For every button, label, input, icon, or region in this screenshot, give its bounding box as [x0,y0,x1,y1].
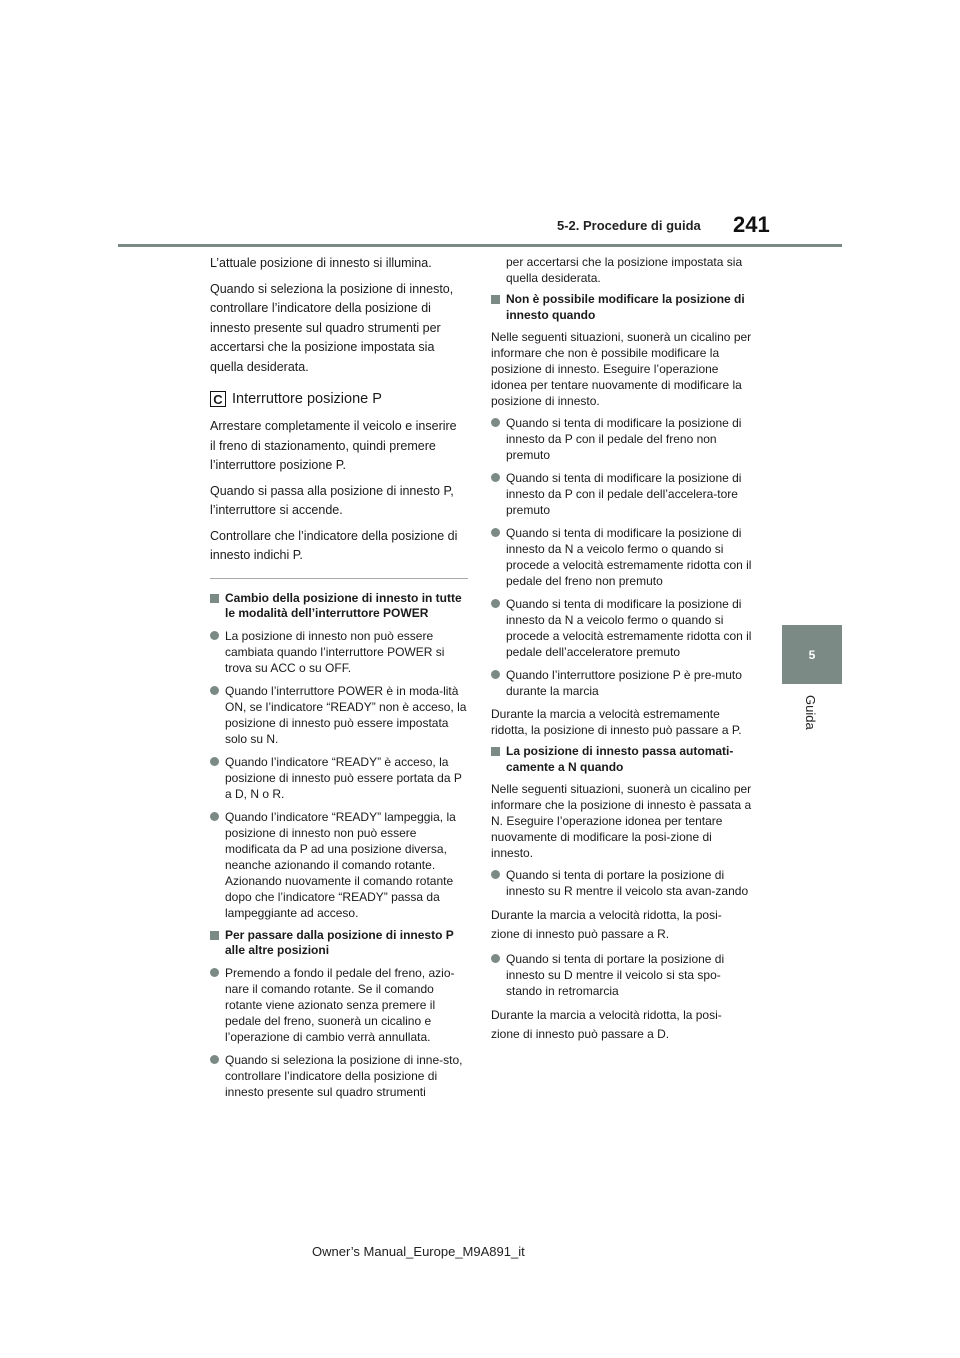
circle-bullet-icon [491,670,500,679]
circle-bullet-icon [210,686,219,695]
intro-line: L’attuale posizione di innesto si illumina. [210,256,432,270]
body-paragraph: Durante la marcia a velocità estremamente ridotta, la posizione di innesto può passare a P. [491,707,742,737]
body-line: il freno di stazionamento, quindi premere [210,438,436,453]
chapter-label-text: Guida [803,695,818,730]
body-paragraph: Nelle seguenti situazioni, suonerà un cicalino per informare che la posizione di innesto è passata a N. Eseguire l’operazione idonea per tentare nuovamente di modificare la posi-zione di innesto. [491,782,752,860]
footer-text: Owner’s Manual_Europe_M9A891_it [312,1244,525,1259]
list-item: Quando si tenta di modificare la posizione di innesto da P con il pedale del freno non premuto [491,415,753,463]
list-item: Quando l’indicatore “READY” è acceso, la posizione di innesto può essere portata da P a D, N o R. [210,754,470,802]
section-divider [210,578,468,579]
body-line: Arrestare completamente il veicolo e inserire [210,419,457,433]
subsection-title: Interruttore posizione P [232,391,382,407]
list-item: Quando si tenta di portare la posizione di innesto su D mentre il veicolo si sta spo-stando in retromarcia [491,951,753,999]
section-title: 5-2. Procedure di guida [557,218,701,233]
note-heading: La posizione di innesto passa automati-camente a N quando [491,744,753,775]
circle-bullet-icon [491,870,500,879]
intro-line: accertarsi che la posizione impostata sia [210,340,435,354]
right-column [491,254,753,1044]
circle-bullet-icon [491,418,500,427]
body-line: Controllare che l’indicatore della posizione di [210,528,458,543]
note-heading: Non è possibile modificare la posizione di innesto quando [491,292,753,323]
list-item: Quando l’interruttore POWER è in moda-lità ON, se l’indicatore “READY” non è acceso, la posizione di innesto può essere impostata solo su N. [210,683,470,747]
list-item: Quando si tenta di modificare la posizione di innesto da N a veicolo fermo o quando si procede a velocità estremamente ridotta con il pedale dell’acceleratore premuto [491,596,753,660]
note-heading: Cambio della posizione di innesto in tutte le modalità dell’interruttore POWER [210,591,470,622]
left-column [210,254,470,1107]
list-item: Quando si seleziona la posizione di inne-sto, controllare l’indicatore della posizione di innesto presente sul quadro strumenti [210,1052,470,1100]
circle-bullet-icon [210,812,219,821]
body-line: Durante la marcia a velocità ridotta, la posi- [491,1008,722,1022]
square-bullet-icon [491,747,500,756]
body-line: zione di innesto può passare a R. [491,927,670,941]
list-item: Quando l’indicatore “READY” lampeggia, la posizione di innesto non può essere modificata da P ad una posizione diversa, neanche azionando il comando rotante. Azionando nuovamente il comando rotante dopo che l’indicatore “READY” passa da lampeggiante ad acceso. [210,809,470,921]
circle-bullet-icon [210,968,219,977]
square-bullet-icon [210,931,219,940]
circle-bullet-icon [491,528,500,537]
list-item: Quando si tenta di modificare la posizione di innesto da N a veicolo fermo o quando si procede a velocità estremamente ridotta con il pedale del freno non premuto [491,525,753,589]
chapter-label [804,695,818,755]
circle-bullet-icon [210,1055,219,1064]
intro-line: controllare l’indicatore della posizione di [210,301,431,315]
square-bullet-icon [210,594,219,603]
body-paragraph: Nelle seguenti situazioni, suonerà un cicalino per informare che non è possibile modificare la posizione di innesto. Eseguire l’operazione idonea per tentare nuovamente di modificare la posizione di innesto. [491,330,752,408]
circle-bullet-icon [491,954,500,963]
list-item: Premendo a fondo il pedale del freno, azio-nare il comando rotante. Se il comando rotante viene azionato senza premere il pedale del freno, suonerà un cicalino e l’operazione di cambio verrà annullata. [210,965,470,1045]
intro-line: quella desiderata. [210,359,309,374]
header-rule [118,244,842,247]
continuation-text: per accertarsi che la posizione impostata sia quella desiderata. [506,255,743,285]
list-item: La posizione di innesto non può essere cambiata quando l’interruttore POWER si trova su ACC o su OFF. [210,628,470,676]
subsection-heading [210,391,470,407]
list-item: Quando l’interruttore posizione P è pre-muto durante la marcia [491,667,753,699]
note-heading: Per passare dalla posizione di innesto P alle altre posizioni [210,928,470,959]
circle-bullet-icon [491,599,500,608]
body-line: zione di innesto può passare a D. [491,1027,670,1041]
body-line: innesto indichi P. [210,548,303,562]
list-item: Quando si tenta di portare la posizione di innesto su R mentre il veicolo sta avan-zando [491,867,753,899]
square-bullet-icon [491,295,500,304]
circle-bullet-icon [491,473,500,482]
body-line: Durante la marcia a velocità ridotta, la posi- [491,908,722,922]
circle-bullet-icon [210,757,219,766]
callout-letter-icon: C [210,391,226,407]
list-item: Quando si tenta di modificare la posizione di innesto da P con il pedale dell’accelera-tore premuto [491,470,753,518]
body-line: l’interruttore posizione P. [210,458,346,472]
intro-line: Quando si seleziona la posizione di innesto, [210,281,454,296]
circle-bullet-icon [210,631,219,640]
intro-line: innesto presente sul quadro strumenti per [210,320,441,335]
body-line: Quando si passa alla posizione di innesto P, [210,483,454,498]
body-line: l’interruttore si accende. [210,503,343,517]
chapter-tab: 5 [782,625,842,684]
page-number: 241 [733,212,770,237]
